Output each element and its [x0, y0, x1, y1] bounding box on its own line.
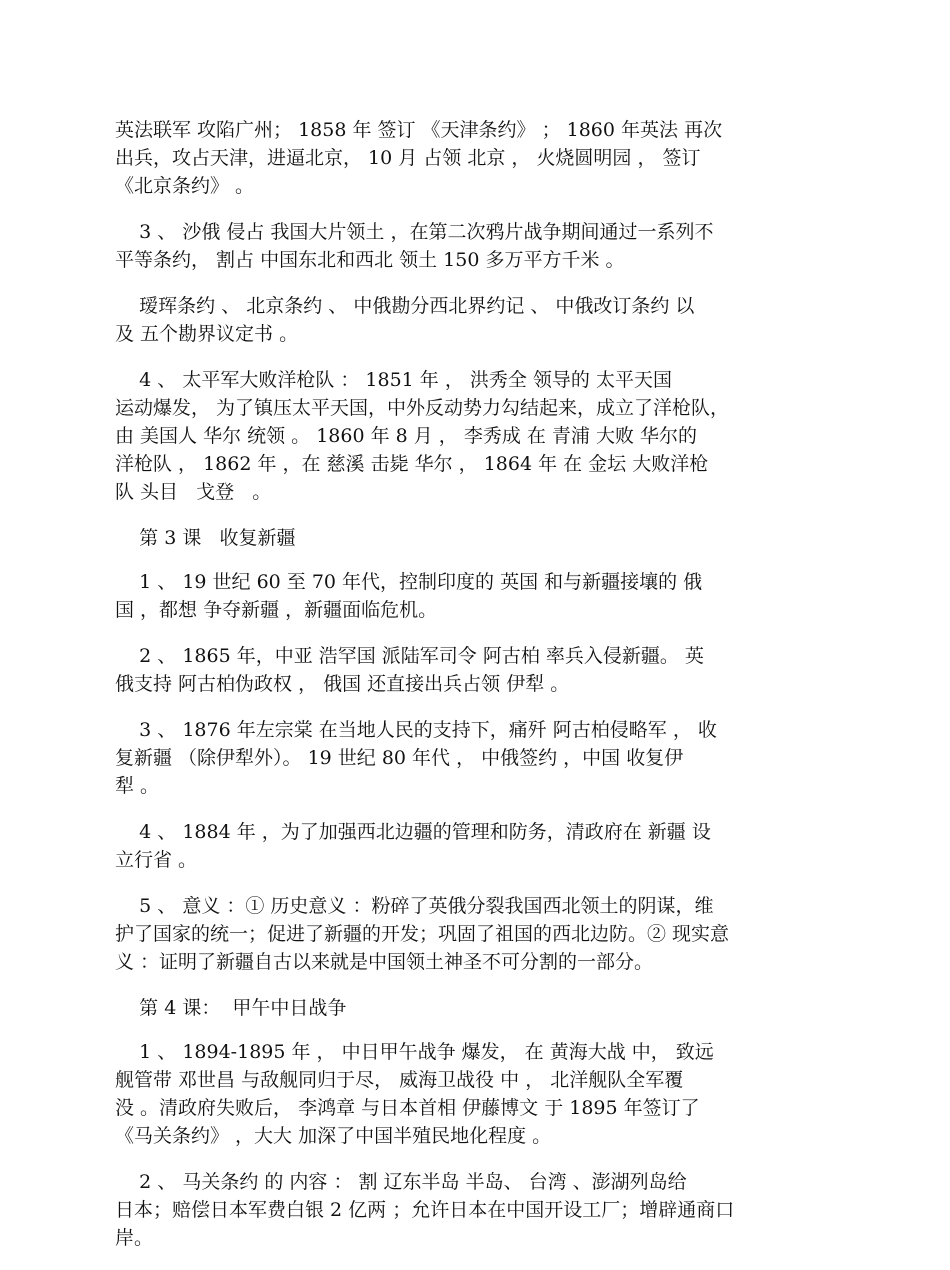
- text-line: 复新疆 （除伊犁外）。 19 世纪 80 年代 ， 中俄签约 ，中国 收复伊: [115, 747, 684, 769]
- lesson-3-heading: 第 3 课 收复新疆: [115, 527, 296, 549]
- paragraph-11: [115, 1168, 833, 1252]
- text-line: 洋枪队 ， 1862 年 ，在 慈溪 击毙 华尔 ， 1864 年 在 金坛 大败洋枪: [115, 453, 709, 475]
- text-line: 护了国家的统一；促进了新疆的开发；巩固了祖国的西北边防。② 现实意: [115, 923, 730, 945]
- text-line: 1 、 19 世纪 60 至 70 年代，控制印度的 英国 和与新疆接壤的 俄: [115, 571, 703, 593]
- text-line: 运动爆发， 为了镇压太平天国，中外反动势力勾结起来，成立了洋枪队，: [115, 397, 730, 419]
- text-line: 出兵，攻占天津，进逼北京， 10 月 占领 北京 ， 火烧圆明园 ， 签订: [115, 147, 701, 169]
- text-line: 5 、 意义 ：① 历史意义 ：粉碎了英俄分裂我国西北领土的阴谋，维: [115, 895, 714, 917]
- paragraph-8: [115, 818, 833, 874]
- text-line: 舰管带 邓世昌 与敌舰同归于尽， 威海卫战役 中 ， 北洋舰队全军覆: [115, 1069, 684, 1091]
- text-line: 英法联军 攻陷广州； 1858 年 签订 《天津条约》 ； 1860 年英法 再次: [115, 119, 723, 141]
- text-line: 由 美国人 华尔 统领 。 1860 年 8 月 ， 李秀成 在 青浦 大败 华尔的: [115, 425, 697, 447]
- text-line: 日本；赔偿日本军费白银 2 亿两 ；允许日本在中国开设工厂；增辟通商口: [115, 1199, 735, 1221]
- text-line: 俄支持 阿古柏伪政权 ， 俄国 还直接出兵占领 伊犁 。: [115, 673, 570, 695]
- text-line: 义 ：证明了新疆自古以来就是中国领土神圣不可分割的一部分。: [115, 951, 654, 973]
- text-line: 2 、 马关条约 的 内容 ： 割 辽东半岛 半岛、 台湾 、澎湖列岛给: [115, 1171, 687, 1193]
- text-line: 岸。: [115, 1227, 154, 1249]
- text-line: 及 五个勘界议定书 。: [115, 323, 299, 345]
- text-line: 平等条约， 割占 中国东北和西北 领土 150 多万平方千米 。: [115, 249, 625, 271]
- text-line: 4 、 1884 年 ，为了加强西北边疆的管理和防务，清政府在 新疆 设: [115, 821, 711, 843]
- text-line: 犁 。: [115, 775, 160, 797]
- document-page: [115, 116, 833, 1270]
- text-line: 3 、 1876 年左宗棠 在当地人民的支持下，痛歼 阿古柏侵略军 ， 收: [115, 719, 717, 741]
- lesson-4-heading: 第 4 课： 甲午中日战争: [115, 997, 347, 1019]
- paragraph-4: [115, 366, 833, 506]
- text-line: 《马关条约》 ，大大 加深了中国半殖民地化程度 。: [115, 1125, 552, 1147]
- text-line: 1 、 1894-1895 年 ， 中日甲午战争 爆发， 在 黄海大战 中， 致远: [115, 1041, 714, 1063]
- text-line: 2 、 1865 年，中亚 浩罕国 派陆军司令 阿古柏 率兵入侵新疆。 英: [115, 645, 704, 667]
- paragraph-6: [115, 642, 833, 698]
- text-line: 瑷珲条约 、 北京条约 、 中俄勘分西北界约记 、 中俄改订条约 以: [115, 295, 695, 317]
- paragraph-1: [115, 116, 833, 200]
- paragraph-5: [115, 568, 833, 624]
- paragraph-2: [115, 218, 833, 274]
- text-line: 国 ，都想 争夺新疆 ，新疆面临危机。: [115, 599, 438, 621]
- text-line: 3 、 沙俄 侵占 我国大片领土 ，在第二次鸦片战争期间通过一系列不: [115, 221, 714, 243]
- text-line: 4 、 太平军大败洋枪队 ： 1851 年 ， 洪秀全 领导的 太平天国: [115, 369, 672, 391]
- text-line: 队 头目 戈登 。: [115, 481, 272, 503]
- text-line: 没 。清政府失败后， 李鸿章 与日本首相 伊藤博文 于 1895 年签订了: [115, 1097, 700, 1119]
- text-line: 立行省 。: [115, 849, 198, 871]
- paragraph-3: [115, 292, 833, 348]
- paragraph-10: [115, 1038, 833, 1150]
- paragraph-9: [115, 892, 833, 976]
- paragraph-7: [115, 716, 833, 800]
- text-line: 《北京条约》 。: [115, 175, 255, 197]
